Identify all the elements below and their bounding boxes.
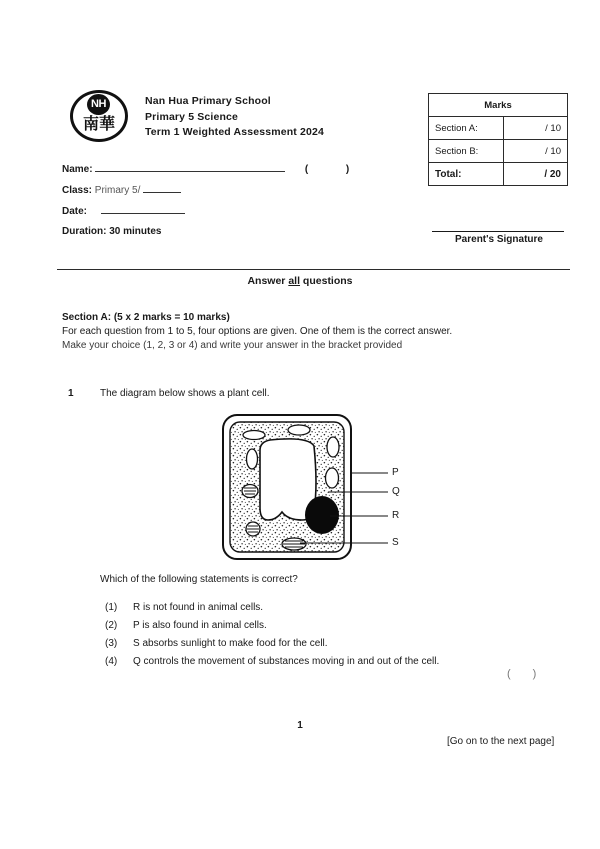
question-1-stem: The diagram below shows a plant cell. — [100, 388, 270, 399]
duration-field-row — [62, 226, 161, 237]
answer-all-instruction — [0, 275, 600, 287]
section-a-heading: Section A: (5 x 2 marks = 10 marks) — [62, 312, 230, 323]
marks-table-header: Marks — [429, 94, 568, 117]
date-input[interactable] — [101, 213, 185, 214]
section-a-instruction-line2: Make your choice (1, 2, 3 or 4) and write your answer in the bracket provided — [62, 340, 403, 351]
name-label: Name: — [62, 164, 93, 175]
option-2-number[interactable]: (2) — [105, 620, 118, 631]
date-label: Date: — [62, 206, 88, 217]
class-label: Class: — [62, 185, 93, 196]
logo-chinese-characters: 南華 — [82, 114, 115, 133]
plant-cell-diagram — [218, 412, 408, 562]
school-logo — [70, 90, 132, 145]
subject-line: Primary 5 Science — [145, 110, 239, 123]
question-1-prompt: Which of the following statements is correct? — [100, 574, 298, 585]
organelle-oval — [243, 431, 265, 440]
duration-value: 30 minutes — [109, 226, 162, 237]
organelle-oval — [288, 425, 310, 435]
signature-line[interactable] — [432, 231, 564, 232]
header-divider — [57, 269, 570, 270]
organelle-oval — [247, 449, 258, 469]
option-3-number[interactable]: (3) — [105, 638, 118, 649]
chloroplast-shape — [242, 485, 258, 498]
option-1-text[interactable]: R is not found in animal cells. — [133, 602, 264, 613]
diagram-label-p: P — [392, 467, 399, 478]
marks-row-label: Section A: — [429, 117, 504, 140]
marks-row-label: Section B: — [429, 140, 504, 163]
marks-row-label: Total: — [429, 163, 504, 186]
answer-bracket[interactable] — [507, 668, 558, 680]
answer-all-emphasis: all — [288, 275, 301, 287]
diagram-label-q: Q — [392, 486, 400, 497]
page-number: 1 — [297, 720, 303, 731]
logo-initials: NH — [87, 94, 110, 115]
date-field-row — [62, 206, 185, 217]
diagram-label-s: S — [392, 537, 399, 548]
marks-row-value[interactable]: / 20 — [504, 163, 568, 186]
option-4-number[interactable]: (4) — [105, 656, 118, 667]
paper-title-block — [145, 94, 324, 141]
school-name: Nan Hua Primary School — [145, 95, 271, 107]
answer-bracket-open: ( — [507, 668, 533, 680]
name-field-row — [62, 164, 349, 175]
section-a-instruction-line1: For each question from 1 to 5, four options are given. One of them is the correct answer. — [62, 326, 453, 337]
option-1-number[interactable]: (1) — [105, 602, 118, 613]
answer-all-post: questions — [300, 275, 353, 287]
option-3-text[interactable]: S absorbs sunlight to make food for the cell. — [133, 638, 328, 649]
plant-cell-svg — [218, 412, 408, 562]
signature-label: Parent's Signature — [455, 234, 543, 245]
marks-row-value[interactable]: / 10 — [504, 140, 568, 163]
marks-table — [428, 93, 568, 186]
answer-bracket-close: ) — [532, 668, 559, 680]
duration-label: Duration: — [62, 226, 107, 237]
option-2-text[interactable]: P is also found in animal cells. — [133, 620, 267, 631]
answer-all-pre: Answer — [247, 275, 289, 287]
organelle-oval — [326, 468, 339, 488]
class-prefix: Primary 5/ — [94, 185, 141, 196]
marks-table-header-row — [429, 94, 568, 117]
diagram-label-r: R — [392, 510, 400, 521]
organelle-oval — [327, 437, 339, 457]
table-row — [429, 163, 568, 186]
assessment-line: Term 1 Weighted Assessment 2024 — [145, 126, 324, 138]
index-bracket-open: ( — [304, 164, 309, 175]
class-input[interactable] — [143, 192, 181, 193]
next-page-note: [Go on to the next page] — [447, 736, 555, 747]
table-row — [429, 117, 568, 140]
name-input[interactable] — [95, 171, 285, 172]
option-4-text[interactable]: Q controls the movement of substances moving in and out of the cell. — [133, 656, 440, 667]
chloroplast-shape-s — [282, 538, 306, 550]
marks-row-value[interactable]: / 10 — [504, 117, 568, 140]
class-field-row — [62, 185, 181, 196]
chloroplast-shape — [246, 522, 260, 536]
table-row — [429, 140, 568, 163]
nucleus-shape — [305, 496, 339, 534]
index-bracket-close: ) — [345, 164, 350, 175]
question-1-number: 1 — [68, 388, 74, 399]
